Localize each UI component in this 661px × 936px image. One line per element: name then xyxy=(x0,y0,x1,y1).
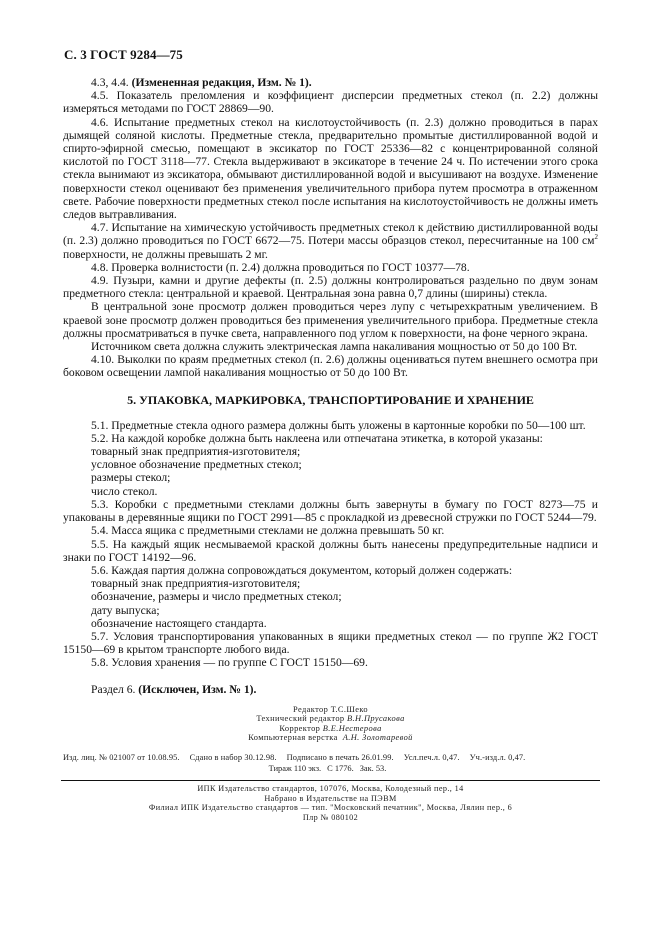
editor-name: Т.С.Шеко xyxy=(330,705,368,714)
paragraph-4-9: 4.9. Пузыри, камни и другие дефекты (п. 2.5) должны контролироваться раздельно по двум зонам предметного стекла: центральной и краевой. Центральная зона равна 0,7 длины (ширины) стекла. xyxy=(63,274,598,301)
list-item: товарный знак предприятия-изготовителя; xyxy=(91,445,301,459)
editor-label: Редактор xyxy=(293,705,329,714)
layout-line xyxy=(63,733,598,742)
circulation: Тираж 110 экз. xyxy=(268,764,322,773)
corrector-line xyxy=(63,724,598,733)
order-number: Зак. 53. xyxy=(359,764,387,773)
clause-number: 4.3, 4.4. xyxy=(91,76,129,89)
signed-date: Подписано в печать 26.01.99. xyxy=(286,753,394,762)
paragraph-5-3: 5.3. Коробки с предметными стеклами должны быть завернуты в бумагу по ГОСТ 8273—75 и упакованы в деревянные ящики по ГОСТ 2991—85 с прокладкой из древесной стружки по ГОСТ 5244—79. xyxy=(63,497,598,525)
publisher-address: ИПК Издательство стандартов, 107076, Москва, Колодезный пер., 14 xyxy=(197,784,464,793)
layout-name: А.Н. Золотаревой xyxy=(342,733,413,743)
section-6-note xyxy=(63,683,598,696)
code: С 1776. xyxy=(327,764,354,773)
tech-editor-label: Технический редактор xyxy=(256,714,345,724)
list-item: обозначение, размеры и число предметных стекол; xyxy=(91,590,342,604)
paragraph-4-3 xyxy=(63,76,598,89)
amendment-note: (Измененная редакция, Изм. № 1). xyxy=(131,76,312,89)
section-5-body xyxy=(63,419,598,696)
page-header: С. 3 ГОСТ 9284—75 xyxy=(64,47,183,62)
paragraph-4-9-central-zone: В центральной зоне просмотр должен проводиться через лупу с четырехкратным увеличением. В краевой зоне просмотр должен проводиться без применения увеличительного прибора. Предметные стекла должны просматриваться в пучке света, направленного под углом к поверхности, на фоне черного экрана. xyxy=(63,300,598,340)
list-item: число стекол. xyxy=(91,484,158,498)
publication-line-2 xyxy=(63,763,598,774)
list-item: размеры стекол; xyxy=(91,471,171,485)
layout-label: Компьютерная верстка xyxy=(248,733,338,743)
superscript: 2 xyxy=(594,233,598,242)
section-5-title: 5. УПАКОВКА, МАРКИРОВКА, ТРАНСПОРТИРОВАНИЕ И ХРАНЕНИЕ xyxy=(127,392,534,407)
editorial-credits xyxy=(63,705,598,743)
section-4-body xyxy=(63,76,598,380)
paragraph-4-7-text: 4.7. Испытание на химическую устойчивость предметных стекол к действию дистиллированной воды (п. 2.3) должно проводиться по ГОСТ 6672—75. Потери массы образцов стекол, пересчитанные на 100 см xyxy=(63,221,598,248)
publication-details xyxy=(63,752,598,774)
publication-line-1 xyxy=(63,752,598,763)
corrector-label: Корректор xyxy=(279,723,321,733)
list-item: товарный знак предприятия-изготовителя; xyxy=(91,577,301,591)
print-sheets: Усл.печ.л. 0,47. xyxy=(403,753,460,762)
list-item: обозначение настоящего стандарта. xyxy=(91,616,267,630)
corrector-name: В.Е.Нестерова xyxy=(322,723,382,733)
paragraph-5-4: 5.4. Масса ящика с предметными стеклами не должна превышать 50 кг. xyxy=(91,524,445,538)
tech-editor-name: В.Н.Прусакова xyxy=(347,714,405,724)
paragraph-4-9-light-source: Источником света должна служить электрическая лампа накаливания мощностью от 50 до 100 Вт. xyxy=(91,340,578,354)
list-item: дату выпуска; xyxy=(91,603,160,617)
paragraph-4-7 xyxy=(63,221,598,261)
paragraph-4-7-text-end: поверхности, не должны превышать 2 мг. xyxy=(63,247,268,261)
license: Изд. лиц. № 021007 от 10.08.95. xyxy=(63,753,180,762)
paragraph-5-5: 5.5. На каждый ящик несмываемой краской должны быть нанесены предупредительные надписи и знаки по ГОСТ 14192—96. xyxy=(63,537,598,564)
paragraph-5-6: 5.6. Каждая партия должна сопровождаться документом, который должен содержать: xyxy=(91,563,513,577)
paragraph-4-6: 4.6. Испытание предметных стекол на кислотоустойчивость (п. 2.3) должно проводиться в парах дымящей соляной кислоты. Предметные стекла, предварительно промытые дистиллированной водой и спирто-эфирной смесью, помещают в эксикатор по ГОСТ 25336—82 с концентрированной соляной кислотой по ГОСТ 3118—77. Стекла выдерживают в эксикаторе в течение 24 ч. По истечении этого срока стекла вынимают из эксикатора, обмывают дистиллированной водой и высушивают на воздухе. Изменение поверхности стекол оценивают без применения увеличительного прибора путем просмотра в отраженном свете. Рабочие поверхности предметных стекол после испытания на кислотоустойчивость не должны иметь следов вытравливания. xyxy=(63,115,598,222)
printing-branch: Филиал ИПК Издательство стандартов — тип. "Московский печатник", Москва, Лялин пер., 6 xyxy=(148,803,513,813)
list-item: условное обозначение предметных стекол; xyxy=(91,458,302,472)
paragraph-5-2: 5.2. На каждой коробке должна быть наклеена или отпечатана этикетка, в которой указаны: xyxy=(91,431,543,445)
section-6-label: Раздел 6. xyxy=(91,682,136,696)
license-number: Плр № 080102 xyxy=(302,812,359,822)
section-6-excluded: (Исключен, Изм. № 1). xyxy=(138,682,257,696)
typeset-note: Набрано в Издательстве на ПЭВМ xyxy=(264,793,397,803)
paragraph-4-8: 4.8. Проверка волнистости (п. 2.4) должна проводиться по ГОСТ 10377—78. xyxy=(91,260,470,274)
publisher-footer xyxy=(63,784,598,822)
paragraph-5-7: 5.7. Условия транспортирования упакованных в ящики предметных стекол — по группе Ж2 ГОСТ 15150—69 в крытом транспорте любого вида. xyxy=(63,629,598,657)
tech-editor-line xyxy=(63,714,598,723)
paragraph-4-5: 4.5. Показатель преломления и коэффициент дисперсии предметных стекол (п. 2.2) должны измеряться методами по ГОСТ 28869—90. xyxy=(63,89,598,116)
submitted-date: Сдано в набор 30.12.98. xyxy=(189,753,277,762)
paragraph-4-10: 4.10. Выколки по краям предметных стекол (п. 2.6) должны оцениваться путем внешнего осмотра при боковом освещении лампой накаливания мощностью от 50 до 100 Вт. xyxy=(63,353,598,380)
footer-divider xyxy=(61,780,600,781)
editor-line xyxy=(63,705,598,714)
document-page xyxy=(63,48,598,696)
paragraph-5-1: 5.1. Предметные стекла одного размера должны быть уложены в картонные коробки по 50—100 шт. xyxy=(91,418,586,432)
edit-sheets: Уч.-изд.л. 0,47. xyxy=(469,753,526,762)
paragraph-5-8: 5.8. Условия хранения — по группе С ГОСТ 15150—69. xyxy=(91,656,368,670)
